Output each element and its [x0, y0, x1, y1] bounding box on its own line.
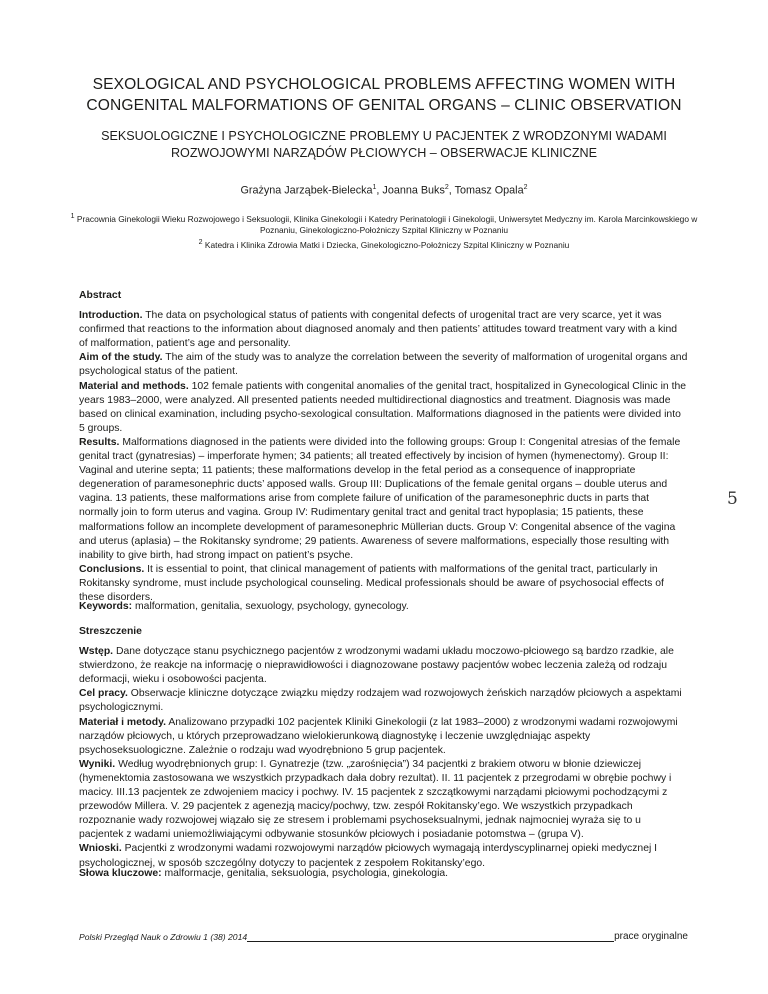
section-text: The aim of the study was to analyze the correlation between the severity of malformation of urogenital organs and psychological status of the patient.	[79, 352, 688, 378]
page-footer	[79, 932, 688, 946]
abstract-aim	[79, 351, 688, 379]
section-label: Results.	[79, 436, 120, 448]
section-label: Cel pracy.	[79, 688, 128, 700]
section-text: It is essential to point, that clinical management of patients with malformations of the genital tract, particularly in Rokitansky syndrome, must include psychological counseling. Medical professionals should be aware of psychosocial effects of these disorders.	[79, 563, 664, 603]
section-text: Obserwacje kliniczne dotyczące związku między rodzajem wad rozwojowych żeńskich narządów płciowych a aspektami psychologicznymi.	[79, 688, 682, 714]
affiliation-text: Katedra i Klinika Zdrowia Matki i Dziecka, Ginekologiczno-Położniczy Szpital Kliniczny w Poznaniu	[204, 239, 570, 250]
affiliation-1	[60, 211, 708, 237]
affiliations	[60, 211, 708, 251]
section-label: Material and methods.	[79, 380, 189, 392]
streszczenie-heading: Streszczenie	[79, 626, 142, 637]
section-label: Wstęp.	[79, 646, 114, 658]
keywords-polish	[79, 868, 688, 879]
abstract-results	[79, 436, 688, 563]
footer-rule	[247, 941, 614, 942]
abstract-section	[79, 289, 688, 605]
author-name: Joanna Buks	[382, 184, 445, 197]
author-affiliation-marker: 2	[523, 184, 528, 191]
section-label: Wyniki.	[79, 758, 116, 770]
keywords-label: Keywords:	[79, 601, 133, 612]
section-text: Dane dotyczące stanu psychicznego pacjentów z wrodzonymi wadami układu moczowo-płciowego są bardzo rzadkie, ale stwierdzono, że reakcje na informację o nieprawidłowości i diagnozowane postawy pacjentów wobec leczenia zależą od rodzaju deformacji, wieku i osobowości pacjenta.	[79, 646, 674, 686]
streszczenie-material	[79, 716, 688, 758]
author-name: Grażyna Jarząbek-Bielecka	[240, 184, 373, 197]
abstract-introduction	[79, 309, 688, 351]
streszczenie-wnioski	[79, 842, 688, 870]
abstract-methods	[79, 380, 688, 436]
streszczenie-section	[79, 625, 688, 871]
streszczenie-cel	[79, 687, 688, 715]
footer-journal: Polski Przegląd Nauk o Zdrowiu 1 (38) 2014	[79, 932, 248, 942]
section-label: Wnioski.	[79, 843, 122, 855]
affiliation-text: Pracownia Ginekologii Wieku Rozwojowego i Seksuologii, Klinika Ginekologii i Katedry Perinatologii i Ginekologii, Uniwersytet Medyczny im. Karola Marcinkowskiego w Poznaniu, Ginekologiczno-Położniczy Szpital Kliniczny w Poznaniu	[76, 213, 698, 236]
section-label: Introduction.	[79, 310, 143, 322]
page-number: 5	[727, 489, 738, 509]
streszczenie-wstep	[79, 645, 688, 687]
section-label: Aim of the study.	[79, 352, 163, 364]
section-label: Materiał i metody.	[79, 716, 166, 728]
keywords-text: malformation, genitalia, sexuology, psychology, gynecology.	[135, 601, 409, 612]
keywords-english	[79, 601, 688, 612]
section-text: The data on psychological status of patients with congenital defects of urogenital tract are very scarce, yet it was confirmed that reactions to the information about diagnosed anomaly and then patients’ attitudes toward treatment vary with a kind of malformation, patient’s age and personality.	[79, 310, 677, 350]
section-text: Pacjentki z wrodzonymi wadami rozwojowymi narządów płciowych wymagają interdyscyplinarnej opieki medycznej I psychologicznej, w sposób szczególny dotyczy to pacjentek z zespołem Rokitansky’ego.	[79, 843, 658, 869]
affiliation-marker: 2	[198, 238, 203, 246]
streszczenie-wyniki	[79, 758, 688, 843]
section-text: Malformations diagnosed in the patients were divided into the following groups: Group I: Congenital atresias of the female genital tract (gynatresias) – imperforate hymen; 34 patients; all treated effectively by incision of hymen (hymenectomy). Group II: Vaginal and uterine septa; 11 patients; these malformations develop in the fetal period as a consequence of inappropriate degeneration of paramesonephric ducts’ apposed walls. Group III: Duplications of the female genital organs – double uterus and vagina. 13 patients, these malformations arise from complete failure of unification of the paramesonephric ducts in parts that normally join to form uterus and vagina. Group IV: Rudimentary genital tract and genital tract hypoplasia; 15 patients, these malformations follow an incomplete development of paramesonephric Müllerian ducts. Group V: Congenital absence of the vagina and uterus (aplasia) – the Rokitansky syndrome; 29 patients. Awareness of severe malformations, especially those resulting with inability to give birth, had strong impact on patient’s psyche.	[79, 436, 681, 561]
abstract-heading: Abstract	[79, 290, 122, 301]
abstract-conclusions	[79, 563, 688, 605]
section-text: Analizowano przypadki 102 pacjentek Kliniki Ginekologii (z lat 1983–2000) z wrodzonymi wadami rozwojowymi narządów płciowych, u których przeprowadzano wielokierunkową diagnostykę i leczenie uwzględniając aspekty psychoseksuologiczne. Zależnie o rodzaju wad wyodrębniono 5 grup pacjentek.	[79, 716, 678, 756]
author-affiliation-marker: 1	[372, 184, 377, 191]
author-list: Grażyna Jarząbek-Bielecka$^1$, Joanna Buks$^2$, Tomasz Opala$^2$	[240, 184, 528, 197]
footer-section-label: prace oryginalne	[614, 931, 688, 942]
affiliation-marker: 1	[70, 213, 75, 220]
section-text: Według wyodrębnionych grup: I. Gynatrezje (tzw. „zarośnięcia”) 34 pacjentki z brakiem otworu w błonie dziewiczej (hymenektomia zastosowana we wszystkich przypadkach dała dobry rezultat). II. 11 pacjentek z przegrodami w obrębie pochwy i macicy. III.13 pacjentek ze zdwojeniem macicy i pochwy. IV. 15 pacjentek z szczątkowymi narządami płciowymi pochodzącymi z przewodów Millera. V. 29 pacjentek z agenezją macicy/pochwy, tzw. zespół Rokitansky’ego. We wszystkich przypadkach rozpoznanie wady rozwojowej wiązało się ze stresem i problemami psychoseksualnymi, jednak najmocniej wyraża się to u pacjentek z wadami uniemożliwiającymi odbywanie stosunków płciowych i posiadanie potomstwa – (grupa V).	[79, 758, 672, 841]
keywords-text: malformacje, genitalia, seksuologia, psychologia, ginekologia.	[164, 868, 449, 879]
keywords-label: Słowa kluczowe:	[79, 868, 162, 879]
author-affiliation-marker: 2	[444, 184, 449, 191]
section-label: Conclusions.	[79, 563, 145, 575]
section-text: 102 female patients with congenital anomalies of the genital tract, hospitalized in Gynecological Clinic in the years 1983–2000, were analyzed. All presented patients needed multidirectional diagnostics and treatment. Diagnosis was made based on clinical examination, including psycho-sexological consultation. Malformations diagnosed in the patients were divided into 5 groups.	[79, 380, 687, 434]
article-title-english: SEXOLOGICAL AND PSYCHOLOGICAL PROBLEMS AFFECTING WOMEN WITH CONGENITAL MALFORMATIONS OF GENITAL ORGANS – CLINIC OBSERVATION	[86, 76, 682, 114]
affiliation-2	[60, 237, 708, 251]
author-name: Tomasz Opala	[454, 184, 524, 197]
article-title-polish: SEKSUOLOGICZNE I PSYCHOLOGICZNE PROBLEMY U PACJENTEK Z WRODZONYMI WADAMI ROZWOJOWYMI NARZĄDÓW PŁCIOWYCH – OBSERWACJE KLINICZNE	[101, 129, 667, 160]
